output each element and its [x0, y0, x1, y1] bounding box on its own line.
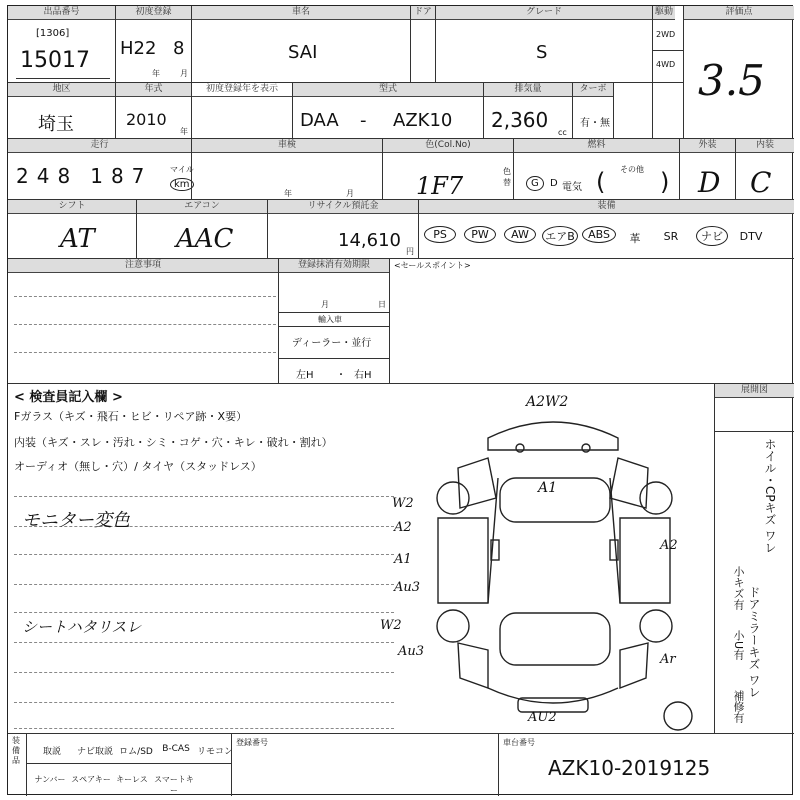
mark-right-a2: A2	[660, 538, 678, 553]
first-reg-month: 8	[173, 38, 185, 59]
accessory-item: ロム/SD	[119, 747, 153, 757]
drive-header: 駆動	[653, 6, 675, 20]
mark-left-au3-rear: Au3	[398, 644, 425, 659]
score-header: 評価点	[684, 6, 794, 20]
model-name: SAI	[288, 42, 318, 63]
recycle-header: リサイクル預託金	[268, 200, 418, 214]
month-label: 月	[180, 69, 188, 78]
mark-left-w2: W2	[392, 496, 414, 511]
import-header: 輸入車	[318, 315, 342, 324]
accessory-item: B-CAS	[162, 744, 190, 754]
fuel-electric: 電気	[562, 182, 582, 193]
region-value: 埼玉	[38, 114, 74, 135]
accessories-row-1	[30, 744, 234, 757]
import-dot: ・	[336, 370, 346, 381]
mark-left-a2: A2	[394, 520, 412, 535]
year-label: 年	[152, 69, 160, 78]
reg-expiry-header: 登録抹消有効期限	[279, 259, 389, 273]
car-type-dash: -	[360, 110, 367, 131]
equip-airbag: エアB	[542, 226, 578, 246]
color-code: 1F7	[416, 172, 464, 200]
inspector-header: < 検査員記入欄 >	[14, 390, 123, 405]
mileage-digits	[16, 164, 144, 188]
turbo-options: 有・無	[580, 118, 610, 129]
accessories-row-2	[30, 774, 196, 796]
inspector-windshield: Fガラス（キズ・飛石・ヒビ・リペア跡・X要）	[14, 410, 248, 423]
mark-left-a1: A1	[394, 552, 412, 567]
inspector-audio-tire: オーディオ（無し・穴）/ タイヤ（スタッドレス）	[14, 460, 262, 473]
import-left-hand: 左H	[296, 370, 314, 381]
inspection-year-label: 年	[284, 189, 292, 198]
mileage-unit-km: km	[170, 178, 194, 191]
auction-sheet	[7, 5, 793, 795]
equip-dtv: DTV	[739, 230, 763, 243]
mileage-unit-mile: マイル	[170, 165, 194, 174]
equip-abs: ABS	[582, 226, 616, 243]
accessory-item: スペアキー	[71, 775, 111, 784]
drive-4wd: 4WD	[656, 60, 676, 69]
color-header: 色(Col.No)	[383, 139, 513, 153]
reg-note: 初度登録年を表示	[192, 83, 292, 97]
equip-pw: PW	[464, 226, 496, 243]
mileage-digit: 1	[90, 164, 103, 188]
doors-header: ドア	[411, 6, 435, 20]
accessory-item: キーレス	[116, 775, 148, 784]
expiry-month: 月	[321, 300, 329, 309]
mileage-digit: 7	[131, 164, 145, 188]
notes-header: 注意事項	[8, 259, 278, 273]
equip-ps: PS	[424, 226, 456, 243]
mileage-header: 走行	[8, 139, 191, 153]
car-type-header: 型式	[293, 83, 483, 97]
equip-aw: AW	[504, 226, 536, 243]
accessory-item: スマートキー	[154, 775, 194, 795]
legend-mirror: ドアミラーキズ ワレ	[747, 586, 761, 698]
displacement-unit: cc	[558, 128, 567, 137]
equipment-header: 装備	[419, 200, 794, 214]
auction-code: [1306]	[36, 28, 70, 39]
recycle-value: 14,610	[338, 230, 401, 251]
model-year-label: 年	[180, 127, 188, 136]
shift-value: AT	[60, 224, 95, 254]
drive-2wd: 2WD	[656, 30, 676, 39]
accessory-item: ナンバー	[34, 775, 66, 784]
model-header: 車名	[192, 6, 410, 20]
import-dealer: ディーラー・並行	[292, 338, 372, 349]
shift-header: シフト	[8, 200, 136, 214]
legend-wheel: ホイル・CPキズ ワレ	[763, 438, 777, 554]
mark-roof-a1: A1	[538, 480, 558, 496]
inspector-interior: 内装（キズ・スレ・汚れ・シミ・コゲ・穴・キレ・破れ・割れ）	[14, 436, 333, 449]
color-change-label: 色替	[503, 167, 511, 187]
car-type-code: AZK10	[393, 110, 453, 131]
legend-repair: 補修有	[732, 690, 745, 723]
first-reg-era-year: H22	[120, 38, 157, 59]
mileage-digit: 8	[57, 164, 71, 188]
diagram-header: 展開図	[715, 384, 794, 398]
ac-value: AAC	[176, 224, 234, 254]
equip-sunroof: SR	[663, 230, 679, 243]
mark-left-w2-rear: W2	[380, 618, 402, 633]
inspection-month-label: 月	[346, 189, 354, 198]
handwritten-note-monitor: モニター変色	[22, 510, 130, 531]
fuel-open-paren: (	[596, 168, 606, 196]
lot-header: 出品番号	[8, 6, 115, 20]
fuel-header: 燃料	[514, 139, 679, 153]
ac-header: エアコン	[137, 200, 267, 214]
mark-rear-au2: AU2	[528, 710, 557, 725]
lot-number: 15017	[20, 48, 90, 73]
accessories-side-label: 装備品	[12, 736, 20, 765]
equip-navi: ナビ	[696, 226, 728, 246]
interior-header: 内装	[736, 139, 794, 153]
displacement-value: 2,360	[491, 108, 549, 132]
car-damage-diagram	[388, 388, 718, 738]
mark-left-au3: Au3	[394, 580, 421, 595]
sales-point-header: <セールスポイント>	[394, 261, 471, 270]
chassis-number: AZK10-2019125	[548, 756, 711, 780]
fuel-gasoline: G	[526, 176, 544, 191]
model-year-header: 年式	[116, 83, 191, 97]
accessory-item: 取説	[42, 747, 61, 757]
model-year-value: 2010	[126, 110, 167, 129]
car-type-prefix: DAA	[300, 110, 339, 131]
accessory-item: ナビ取説	[76, 747, 113, 757]
mileage-digit: 2	[16, 164, 29, 188]
turbo-header: ターボ	[573, 83, 613, 97]
expiry-day: 日	[378, 300, 386, 309]
grade-header: グレード	[436, 6, 652, 20]
legend-small-scratch: 小キズ有	[732, 566, 745, 610]
legend-small-dent: 小U有	[732, 630, 745, 661]
score-value: 3.5	[698, 56, 765, 105]
displacement-header: 排気量	[484, 83, 572, 97]
first-reg-header: 初度登録	[116, 6, 191, 20]
mileage-digit: 8	[110, 164, 124, 188]
chassis-no-header: 車台番号	[503, 738, 535, 747]
fuel-diesel: D	[550, 178, 558, 189]
region-header: 地区	[8, 83, 115, 97]
interior-grade: C	[750, 166, 772, 199]
mark-front-a2w2: A2W2	[526, 394, 569, 410]
fuel-other-label: その他	[620, 165, 644, 174]
fuel-close-paren: )	[660, 168, 670, 196]
reg-no-header: 登録番号	[236, 738, 268, 747]
inspection-header: 車検	[192, 139, 382, 153]
exterior-header: 外装	[680, 139, 735, 153]
accessory-item: リモコン	[196, 747, 233, 757]
mileage-digit: 4	[36, 164, 50, 188]
mark-right-ar: Ar	[660, 652, 676, 667]
recycle-unit: 円	[406, 247, 414, 256]
import-right-hand: 右H	[354, 370, 372, 381]
handwritten-note-seat: シートハタリスレ	[22, 618, 142, 636]
grade-value: S	[536, 42, 548, 63]
exterior-grade: D	[698, 166, 721, 199]
equip-leather: 革	[629, 232, 641, 245]
